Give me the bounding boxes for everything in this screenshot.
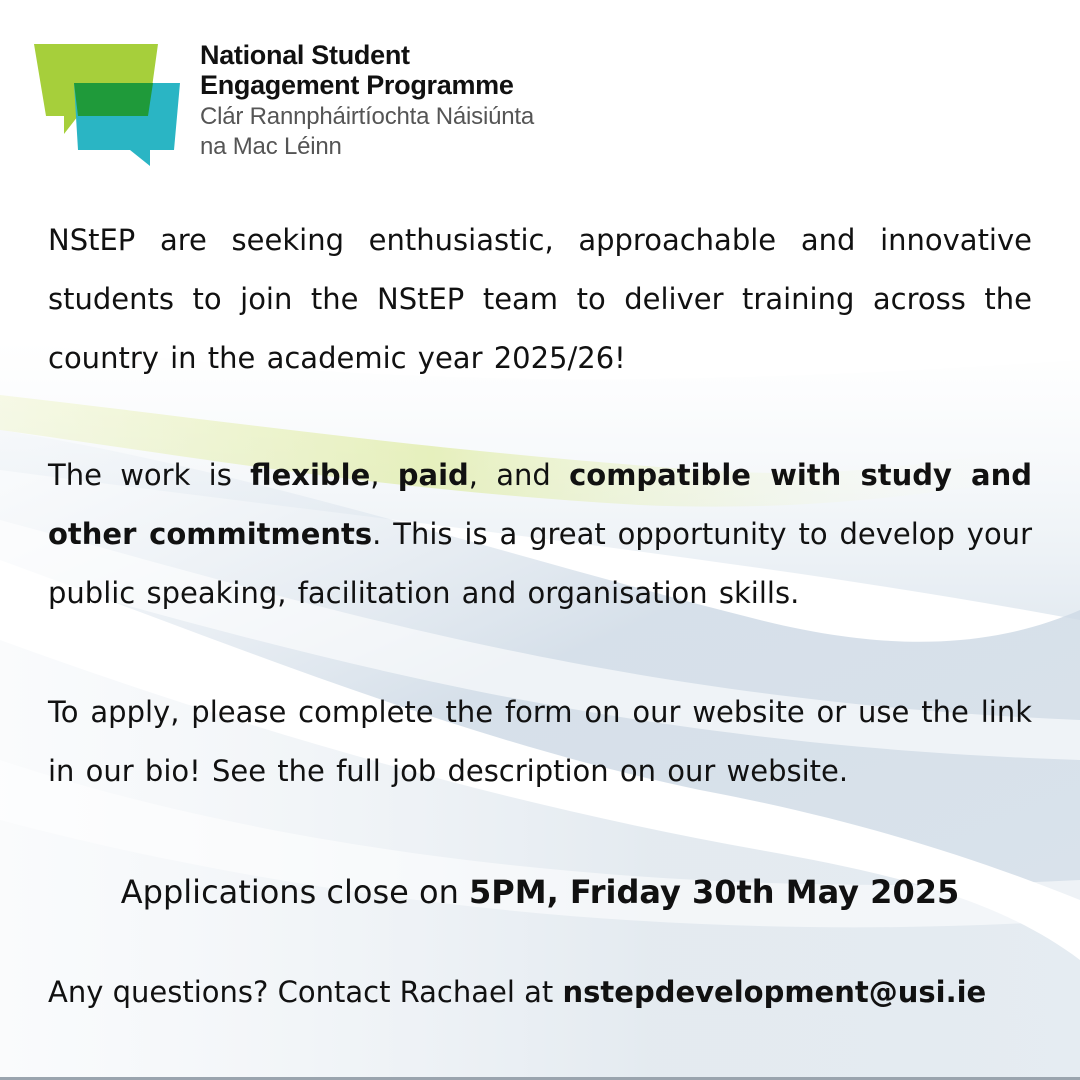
deadline-line bbox=[0, 862, 1080, 922]
logo-title-line1: National Student bbox=[200, 40, 410, 70]
contact-prefix: Any questions? Contact Rachael at bbox=[48, 975, 563, 1009]
work-text-2: , bbox=[370, 458, 398, 492]
work-text-4: . This is a great opportunity to develop your public speaking, facilitation and organisation skills. bbox=[48, 517, 1032, 610]
deadline-prefix: Applications close on bbox=[120, 873, 470, 911]
apply-paragraph: To apply, please complete the form on our website or use the link in our bio! See the full job description on our website. bbox=[48, 695, 1032, 788]
deadline-date: 5PM, Friday 30th May 2025 bbox=[469, 873, 960, 911]
speech-bubbles-logo-mark bbox=[34, 38, 180, 166]
logo-irish-line1: Clár Rannpháirtíochta Náisiúnta bbox=[200, 103, 534, 130]
work-details-paragraph bbox=[48, 446, 1032, 623]
contact-line bbox=[48, 962, 986, 1022]
intro-paragraph: NStEP are seeking enthusiastic, approachable and innovative students to join the NStEP team to deliver training across the country in the academic year 2025/26! bbox=[48, 223, 1032, 375]
logo-title-line2: Engagement Programme bbox=[200, 70, 514, 100]
work-text-1: The work is bbox=[48, 458, 251, 492]
logo-wordmark bbox=[200, 40, 534, 162]
work-bold-flexible: flexible bbox=[250, 458, 371, 492]
work-bold-compatible: compatible with study and other commitments bbox=[48, 458, 1032, 551]
nstep-logo bbox=[34, 38, 594, 170]
work-text-3: , and bbox=[468, 458, 570, 492]
logo-irish-line2: na Mac Léinn bbox=[200, 133, 342, 160]
work-bold-paid: paid bbox=[397, 458, 469, 492]
contact-email: nstepdevelopment@usi.ie bbox=[562, 975, 987, 1009]
